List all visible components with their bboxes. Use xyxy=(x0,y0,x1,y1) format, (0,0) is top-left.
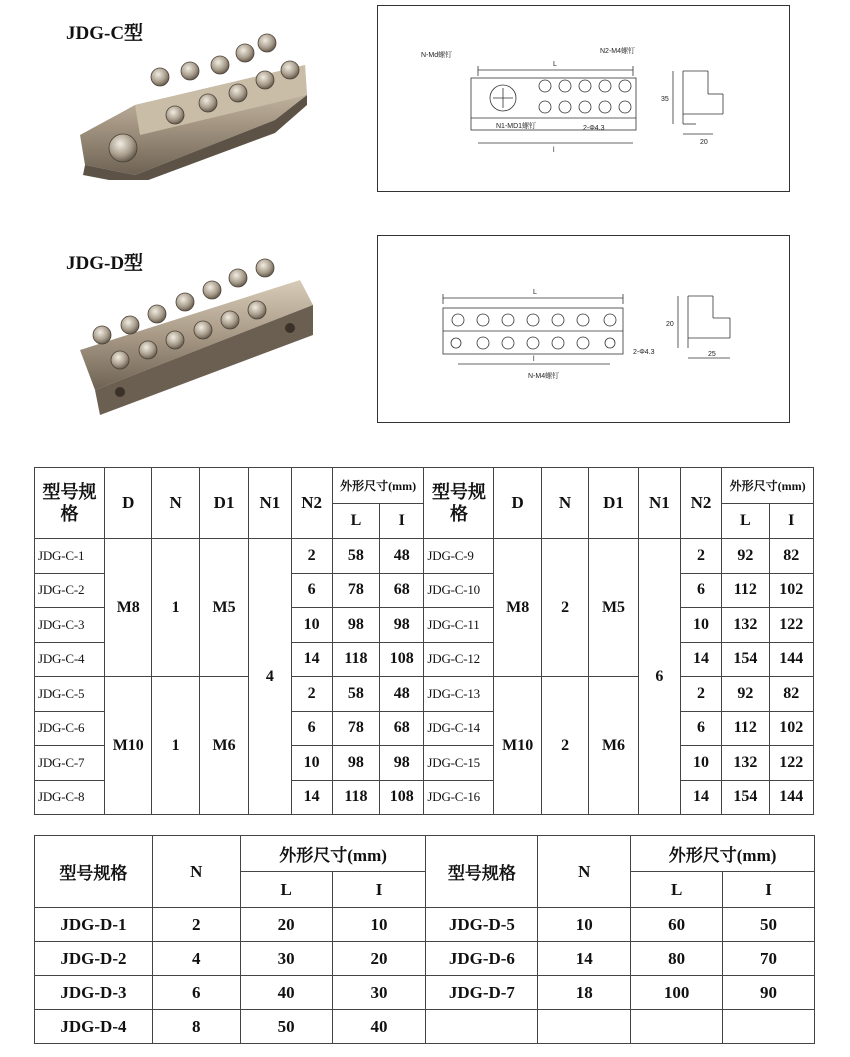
l-cell: 92 xyxy=(722,677,769,712)
model-cell: JDG-C-13 xyxy=(424,677,494,712)
n-cell: 1 xyxy=(152,677,199,815)
l-cell: 118 xyxy=(332,642,379,677)
d-empty-cell xyxy=(723,1010,815,1044)
l-cell: 78 xyxy=(332,573,379,608)
n2-cell: 10 xyxy=(291,746,332,781)
jdg-d-title: JDG-D型 xyxy=(66,253,144,274)
model-cell: JDG-C-15 xyxy=(424,746,494,781)
i-cell: 82 xyxy=(769,677,813,712)
d-i-cell: 90 xyxy=(723,976,815,1010)
i-cell: 98 xyxy=(380,608,424,643)
model-cell: JDG-C-14 xyxy=(424,711,494,746)
diagram-d xyxy=(377,235,790,423)
h-d-left: D xyxy=(105,468,152,539)
n2-cell: 2 xyxy=(291,539,332,574)
label-hole-c: 2-Φ4.3 xyxy=(583,125,605,132)
jdg-d-spec-table xyxy=(34,835,815,1044)
n1-cell: 6 xyxy=(638,539,680,815)
i-cell: 48 xyxy=(380,539,424,574)
d-h-i-left: I xyxy=(332,872,426,908)
label-n-m4: N-M4螺钉 xyxy=(528,373,560,380)
d-model-cell: JDG-D-3 xyxy=(35,976,153,1010)
d-model-cell: JDG-D-5 xyxy=(426,908,538,942)
label-d-20: 20 xyxy=(666,321,674,328)
d-empty-cell xyxy=(538,1010,631,1044)
jdg-d-photo xyxy=(75,250,320,420)
n2-cell: 14 xyxy=(291,780,332,815)
d1-cell: M5 xyxy=(589,539,638,677)
jdg-c-photo xyxy=(75,25,315,180)
label-d-25: 25 xyxy=(708,351,716,358)
d1-cell: M6 xyxy=(589,677,638,815)
model-cell: JDG-C-10 xyxy=(424,573,494,608)
h-model-right: 型号规格 xyxy=(424,468,494,539)
n-cell: 1 xyxy=(152,539,199,677)
i-cell: 108 xyxy=(380,642,424,677)
h-d1-right: D1 xyxy=(589,468,638,539)
n2-cell: 6 xyxy=(680,573,721,608)
d-cell: M8 xyxy=(494,539,541,677)
l-cell: 154 xyxy=(722,780,769,815)
l-cell: 112 xyxy=(722,573,769,608)
i-cell: 68 xyxy=(380,711,424,746)
i-cell: 82 xyxy=(769,539,813,574)
l-cell: 98 xyxy=(332,608,379,643)
l-cell: 132 xyxy=(722,608,769,643)
model-cell: JDG-C-1 xyxy=(35,539,105,574)
model-cell: JDG-C-4 xyxy=(35,642,105,677)
n2-cell: 10 xyxy=(680,608,721,643)
diagram-c xyxy=(377,5,790,192)
d-model-cell: JDG-D-6 xyxy=(426,942,538,976)
h-n1-right: N1 xyxy=(638,468,680,539)
label-d-l: l xyxy=(533,356,535,363)
i-cell: 108 xyxy=(380,780,424,815)
d-n-cell: 4 xyxy=(152,942,240,976)
model-cell: JDG-C-3 xyxy=(35,608,105,643)
h-l-right: L xyxy=(722,504,769,539)
d-model-cell: JDG-D-1 xyxy=(35,908,153,942)
d-model-cell: JDG-D-2 xyxy=(35,942,153,976)
h-n1-left: N1 xyxy=(249,468,291,539)
n2-cell: 14 xyxy=(680,642,721,677)
h-d-right: D xyxy=(494,468,541,539)
d-model-cell: JDG-D-4 xyxy=(35,1010,153,1044)
h-dim-right: 外形尺寸(mm) xyxy=(722,468,814,504)
label-hole-d: 2-Φ4.3 xyxy=(633,349,655,356)
d-h-dim-right: 外形尺寸(mm) xyxy=(631,836,815,872)
d-l-cell: 50 xyxy=(240,1010,332,1044)
d-h-n-left: N xyxy=(152,836,240,908)
d-i-cell: 50 xyxy=(723,908,815,942)
model-cell: JDG-C-12 xyxy=(424,642,494,677)
d-i-cell: 20 xyxy=(332,942,426,976)
h-i-right: I xyxy=(769,504,813,539)
d1-cell: M6 xyxy=(199,677,248,815)
d-empty-cell xyxy=(631,1010,723,1044)
n1-cell: 4 xyxy=(249,539,291,815)
n2-cell: 6 xyxy=(291,573,332,608)
i-cell: 144 xyxy=(769,642,813,677)
n2-cell: 10 xyxy=(680,746,721,781)
d-i-cell: 30 xyxy=(332,976,426,1010)
d-n-cell: 14 xyxy=(538,942,631,976)
l-cell: 118 xyxy=(332,780,379,815)
d-h-model-left: 型号规格 xyxy=(35,836,153,908)
d-empty-cell xyxy=(426,1010,538,1044)
d-h-l-left: L xyxy=(240,872,332,908)
d-h-l-right: L xyxy=(631,872,723,908)
d-l-cell: 60 xyxy=(631,908,723,942)
n2-cell: 14 xyxy=(291,642,332,677)
l-cell: 58 xyxy=(332,677,379,712)
l-cell: 58 xyxy=(332,539,379,574)
d-h-i-right: I xyxy=(723,872,815,908)
h-model-left: 型号规格 xyxy=(35,468,105,539)
n2-cell: 6 xyxy=(291,711,332,746)
d-i-cell: 70 xyxy=(723,942,815,976)
h-n2-right: N2 xyxy=(680,468,721,539)
model-cell: JDG-C-6 xyxy=(35,711,105,746)
model-cell: JDG-C-2 xyxy=(35,573,105,608)
model-cell: JDG-C-16 xyxy=(424,780,494,815)
n-cell: 2 xyxy=(541,677,588,815)
i-cell: 144 xyxy=(769,780,813,815)
d-i-cell: 10 xyxy=(332,908,426,942)
d-h-n-right: N xyxy=(538,836,631,908)
i-cell: 102 xyxy=(769,711,813,746)
l-cell: 112 xyxy=(722,711,769,746)
d-n-cell: 2 xyxy=(152,908,240,942)
n2-cell: 2 xyxy=(291,677,332,712)
d-l-cell: 100 xyxy=(631,976,723,1010)
d-cell: M8 xyxy=(105,539,152,677)
l-cell: 98 xyxy=(332,746,379,781)
n2-cell: 6 xyxy=(680,711,721,746)
i-cell: 102 xyxy=(769,573,813,608)
n2-cell: 2 xyxy=(680,539,721,574)
model-cell: JDG-C-8 xyxy=(35,780,105,815)
model-cell: JDG-C-5 xyxy=(35,677,105,712)
d-h-dim-left: 外形尺寸(mm) xyxy=(240,836,426,872)
l-cell: 132 xyxy=(722,746,769,781)
l-cell: 92 xyxy=(722,539,769,574)
i-cell: 122 xyxy=(769,608,813,643)
n2-cell: 14 xyxy=(680,780,721,815)
label-n-md: N-Md螺钉 xyxy=(421,52,453,59)
i-cell: 48 xyxy=(380,677,424,712)
d-cell: M10 xyxy=(494,677,541,815)
h-n2-left: N2 xyxy=(291,468,332,539)
d-cell: M10 xyxy=(105,677,152,815)
jdg-c-title: JDG-C型 xyxy=(66,23,144,44)
d-l-cell: 40 xyxy=(240,976,332,1010)
jdg-c-spec-table xyxy=(34,467,814,815)
h-l-left: L xyxy=(332,504,379,539)
d-l-cell: 80 xyxy=(631,942,723,976)
h-i-left: I xyxy=(380,504,424,539)
label-c-35: 35 xyxy=(661,96,669,103)
h-d1-left: D1 xyxy=(199,468,248,539)
h-n-left: N xyxy=(152,468,199,539)
n-cell: 2 xyxy=(541,539,588,677)
model-cell: JDG-C-7 xyxy=(35,746,105,781)
l-cell: 78 xyxy=(332,711,379,746)
label-c-l: l xyxy=(553,147,555,154)
l-cell: 154 xyxy=(722,642,769,677)
h-n-right: N xyxy=(541,468,588,539)
label-d-L: L xyxy=(533,289,537,296)
n2-cell: 10 xyxy=(291,608,332,643)
d-l-cell: 20 xyxy=(240,908,332,942)
d-l-cell: 30 xyxy=(240,942,332,976)
d-n-cell: 8 xyxy=(152,1010,240,1044)
label-n1-md1: N1-MD1螺钉 xyxy=(496,123,537,130)
d-n-cell: 10 xyxy=(538,908,631,942)
i-cell: 68 xyxy=(380,573,424,608)
d-i-cell: 40 xyxy=(332,1010,426,1044)
d-n-cell: 18 xyxy=(538,976,631,1010)
d-model-cell: JDG-D-7 xyxy=(426,976,538,1010)
d-n-cell: 6 xyxy=(152,976,240,1010)
i-cell: 98 xyxy=(380,746,424,781)
label-n2-m4: N2-M4螺钉 xyxy=(600,48,636,55)
i-cell: 122 xyxy=(769,746,813,781)
label-c-20: 20 xyxy=(700,139,708,146)
model-cell: JDG-C-9 xyxy=(424,539,494,574)
n2-cell: 2 xyxy=(680,677,721,712)
d1-cell: M5 xyxy=(199,539,248,677)
h-dim-left: 外形尺寸(mm) xyxy=(332,468,424,504)
label-c-L: L xyxy=(553,61,557,68)
d-h-model-right: 型号规格 xyxy=(426,836,538,908)
model-cell: JDG-C-11 xyxy=(424,608,494,643)
